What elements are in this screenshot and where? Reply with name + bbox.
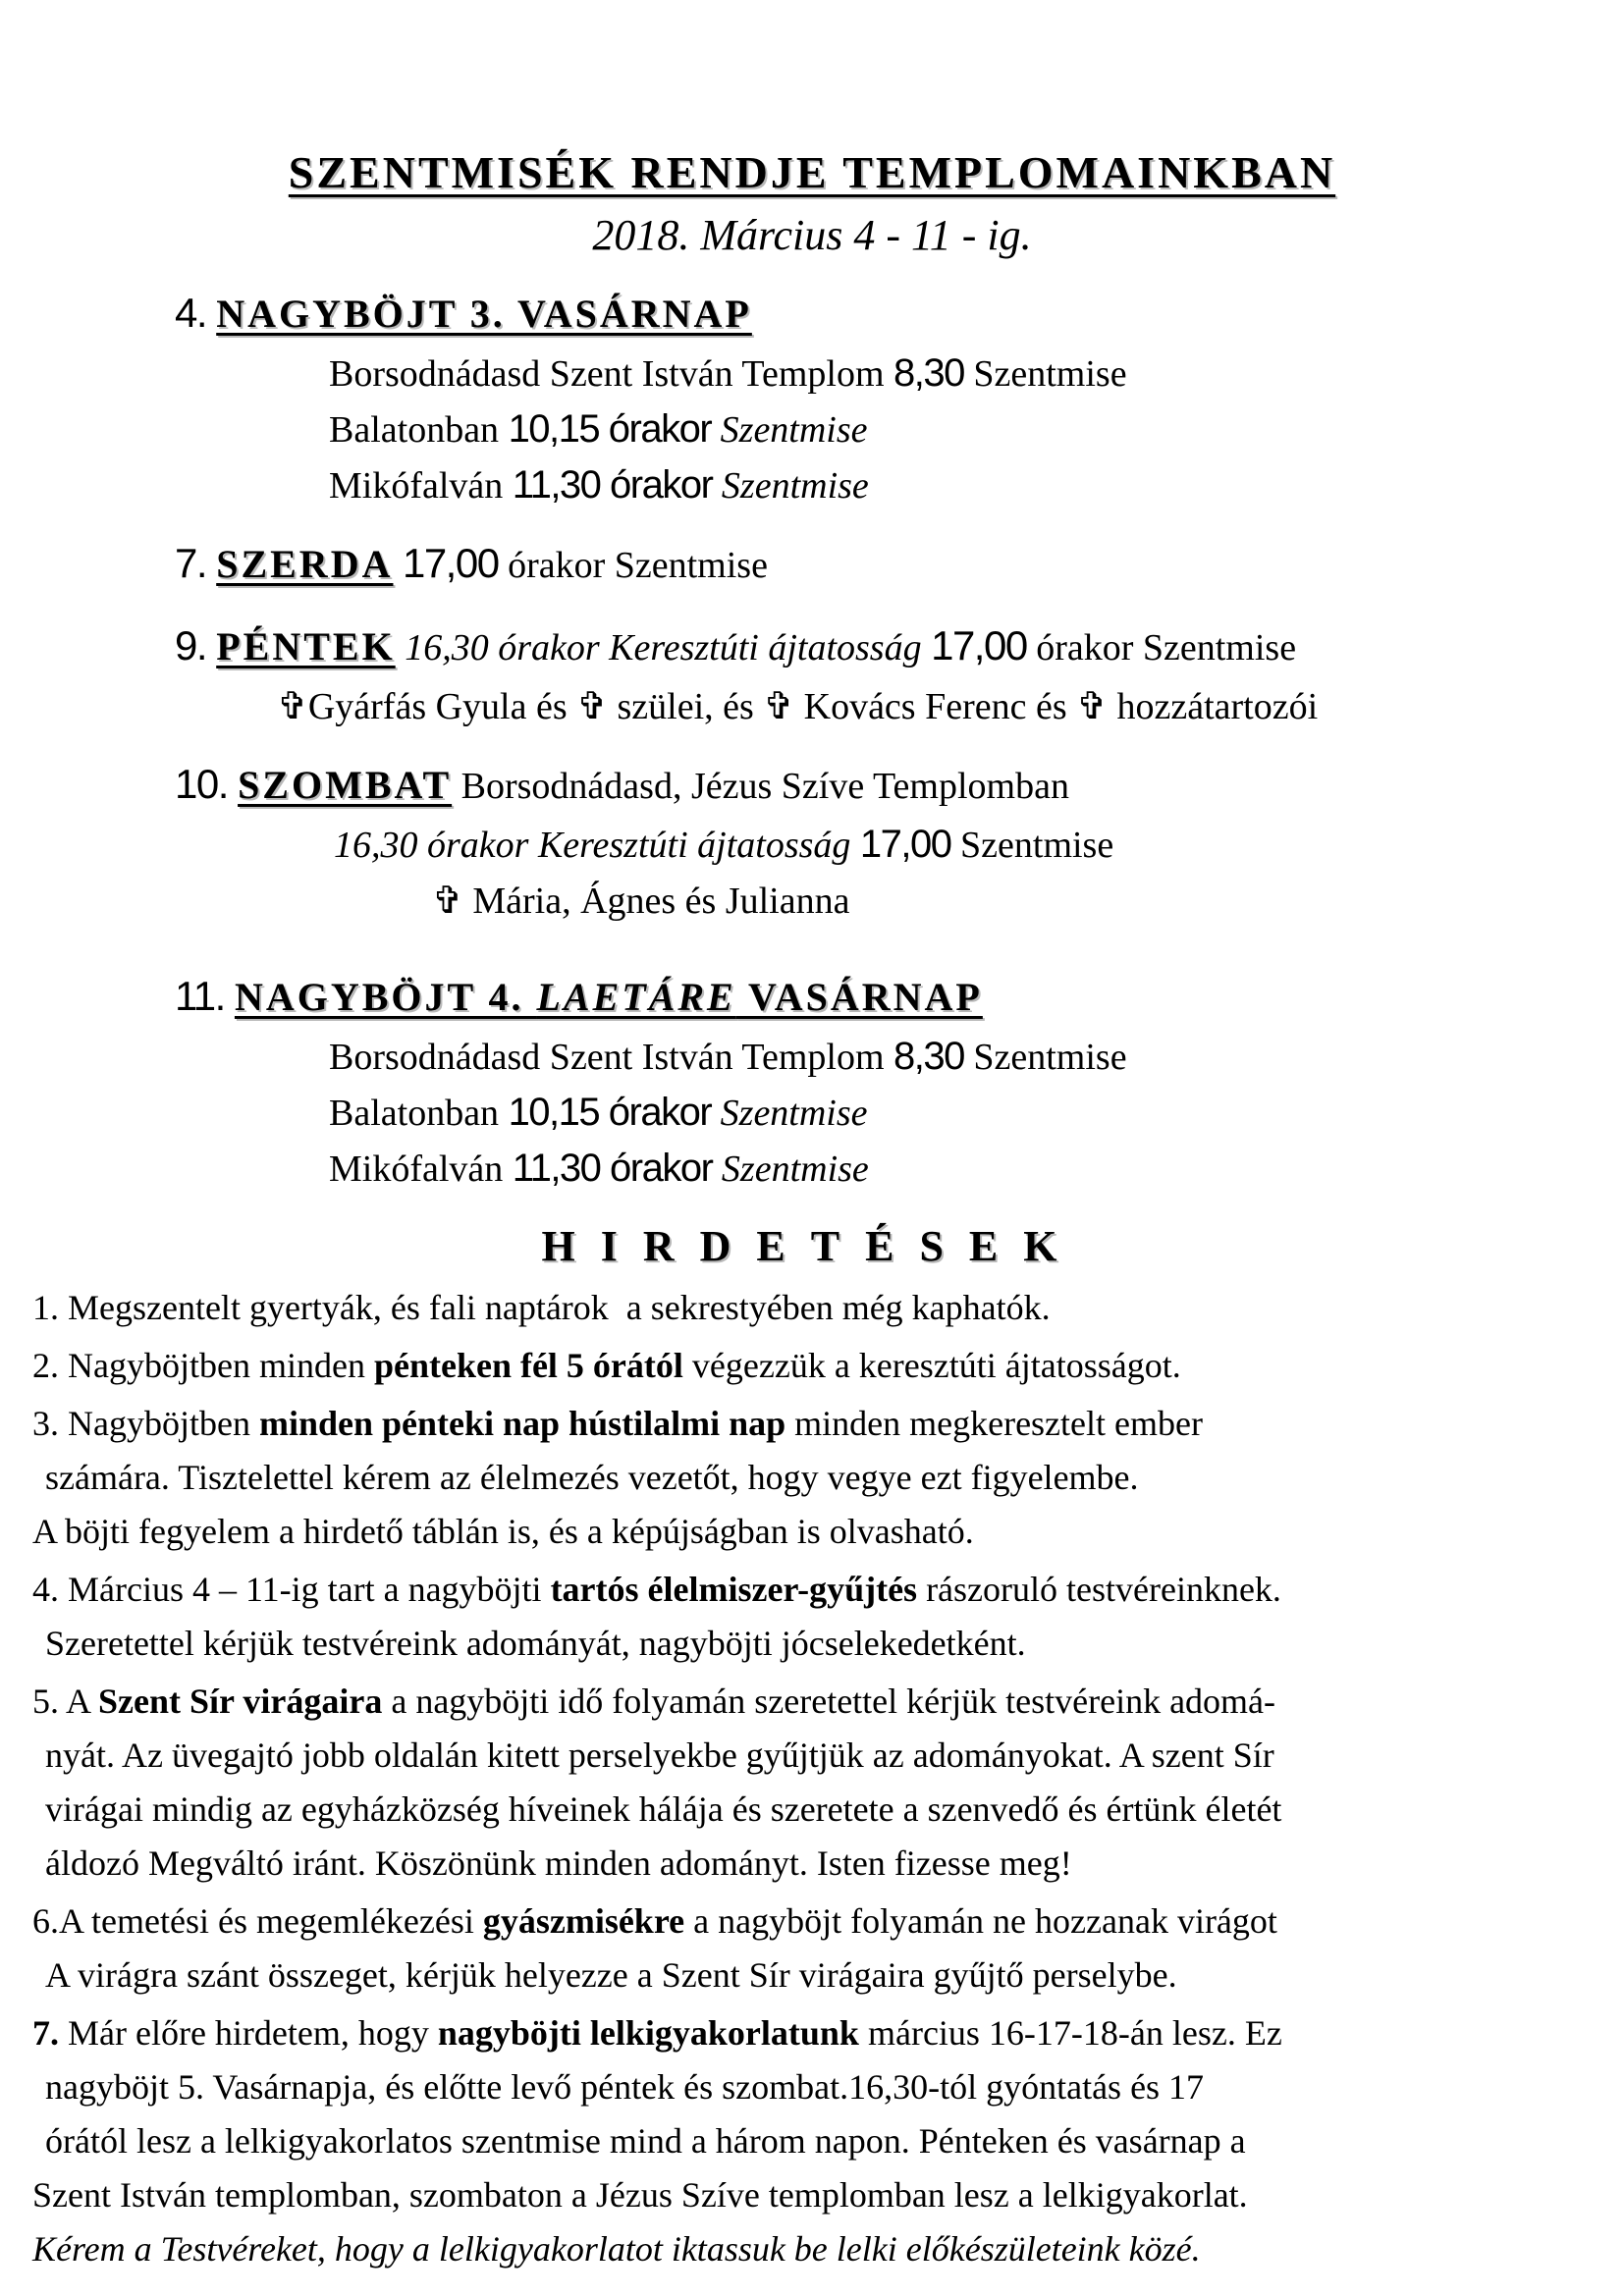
text-segment: 17,00 <box>402 540 499 586</box>
text-segment: 9. <box>175 622 217 668</box>
schedule-detail-line <box>0 457 1624 513</box>
announcement-line-3 <box>0 1397 1624 1451</box>
text-segment: órakor Szentmise <box>1026 627 1297 668</box>
text-segment: a nagyböjti idő folyamán szeretettel kérjük testvéreink adomá- <box>382 1682 1276 1721</box>
text-segment <box>922 627 932 668</box>
announcement-line-7-cont <box>0 2168 1624 2222</box>
text-segment: Szentmise <box>950 825 1114 866</box>
text-segment: 3. Nagyböjtben <box>32 1404 259 1443</box>
text-segment: Szeretettel kérjük testvéreink adományát, nagyböjti jócselekedetként. <box>45 1624 1026 1663</box>
text-segment <box>393 545 403 586</box>
text-segment: Kovács Ferenc és <box>794 686 1077 727</box>
text-segment: szülei, és <box>607 686 764 727</box>
text-segment: hozzátartozói <box>1107 686 1319 727</box>
text-segment: PÉNTEK <box>216 624 396 668</box>
announcement-line-4-cont <box>0 1617 1624 1671</box>
text-segment: 6.A temetési és megemlékezési <box>32 1901 483 1941</box>
document-subtitle: 2018. Március 4 - 11 - ig. <box>592 211 1032 259</box>
announcement-line-6 <box>0 1895 1624 1949</box>
text-segment <box>711 1093 721 1134</box>
schedule-detail-line <box>0 1141 1624 1197</box>
text-segment: SZOMBAT <box>238 763 453 807</box>
text-segment: nagyböjt 5. Vasárnapja, és előtte levő péntek és szombat.16,30-tól gyóntatás és 17 <box>45 2067 1205 2107</box>
text-segment: Szentmise <box>963 353 1127 395</box>
announcement-line-5-cont <box>0 1783 1624 1837</box>
schedule-detail-line <box>0 1085 1624 1141</box>
text-segment: Mikófalván <box>329 465 513 507</box>
text-segment: 16,30 órakor Keresztúti ájtatosság <box>334 825 851 866</box>
text-segment: 4. Március 4 – 11-ig tart a nagyböjti <box>32 1570 551 1609</box>
text-segment: Borsodnádasd Szent István Templom <box>329 353 894 395</box>
text-segment: 8,30 <box>893 1035 964 1078</box>
schedule-detail-line <box>0 1029 1624 1085</box>
text-segment: pénteken fél 5 órától <box>373 1346 683 1385</box>
text-segment: NAGYBÖJT 4. <box>234 975 537 1019</box>
text-segment: nyát. Az üvegajtó jobb oldalán kitett perselyekbe gyűjtjük az adományokat. A szent Sír <box>45 1735 1274 1775</box>
text-segment: Szentmise <box>721 465 869 507</box>
document-title: SZENTMISÉK RENDJE TEMPLOMAINKBAN <box>288 147 1336 197</box>
text-segment: számára. Tisztelettel kérem az élelmezés vezetőt, hogy vegye ezt figyelembe. <box>45 1458 1139 1497</box>
text-segment: március 16-17-18-án lesz. Ez <box>858 2013 1282 2053</box>
text-segment: Szentmise <box>720 1093 868 1134</box>
cross-icon: ✞ <box>432 879 463 922</box>
text-segment: 4. <box>175 290 217 336</box>
schedule-detail-line <box>0 817 1624 873</box>
text-segment: Szent István templomban, szombaton a Jézus Szíve templomban lesz a lelkigyakorlat. <box>32 2175 1248 2215</box>
text-segment: órától lesz a lelkigyakorlatos szentmise mind a három napon. Pénteken és vasárnap a <box>45 2121 1246 2161</box>
text-segment <box>711 409 721 451</box>
announcement-line-5-cont <box>0 1729 1624 1783</box>
text-segment <box>712 1148 722 1190</box>
text-segment: 10,15 órakor <box>508 1091 712 1134</box>
text-segment: Kérem a Testvéreket, hogy a lelkigyakorlatot iktassuk be lelki előkészületeink közé. <box>32 2229 1201 2269</box>
text-segment: 1. Megszentelt gyertyák, és fali naptárok a sekrestyében még kaphatók. <box>32 1288 1051 1327</box>
text-segment: nagyböjti lelkigyakorlatunk <box>437 2013 859 2053</box>
text-segment: 16,30 órakor Keresztúti ájtatosság <box>405 627 922 668</box>
text-segment: Borsodnádasd, Jézus Szíve Templomban <box>452 766 1069 807</box>
text-segment: Balatonban <box>329 409 509 451</box>
announcement-line-6-cont <box>0 1949 1624 2002</box>
text-segment: 10. <box>175 761 239 807</box>
text-segment: LAETÁRE <box>536 975 736 1019</box>
cross-icon: ✞ <box>277 684 308 727</box>
text-segment: Gyárfás Gyula és <box>307 686 577 727</box>
announcement-line-4 <box>0 1563 1624 1617</box>
text-segment: Mikófalván <box>329 1148 513 1190</box>
text-segment: 7. <box>32 2013 59 2053</box>
announcement-line-1 <box>0 1281 1624 1335</box>
announcement-line-3-cont <box>0 1451 1624 1505</box>
text-segment <box>850 825 860 866</box>
text-segment: 7. <box>175 540 217 586</box>
text-segment <box>712 465 722 507</box>
announcement-line-7-cont <box>0 2114 1624 2168</box>
memorial-names-line <box>0 873 1624 929</box>
schedule-day-heading-11 <box>0 966 1624 1029</box>
text-segment: Balatonban <box>329 1093 509 1134</box>
text-segment: tartós élelmiszer-gyűjtés <box>550 1570 918 1609</box>
text-segment: NAGYBÖJT 3. VASÁRNAP <box>216 292 752 336</box>
text-segment: Már előre hirdetem, hogy <box>59 2013 438 2053</box>
text-segment: minden megkeresztelt ember <box>785 1404 1203 1443</box>
text-segment: virágai mindig az egyházközség híveinek hálája és szeretete a szenvedő és értünk életét <box>45 1789 1282 1829</box>
text-segment: 5. A <box>32 1682 99 1721</box>
text-segment: órakor Szentmise <box>498 545 768 586</box>
announcement-closing-italic <box>0 2222 1624 2276</box>
text-segment: gyászmisékre <box>482 1901 685 1941</box>
announcements-section <box>0 1281 1624 2276</box>
text-segment: rászoruló testvéreinknek. <box>917 1570 1281 1609</box>
text-segment: 17,00 <box>931 622 1027 668</box>
text-segment: minden pénteki nap hústilalmi nap <box>258 1404 786 1443</box>
text-segment: Szentmise <box>720 409 868 451</box>
text-segment: Szent Sír virágaira <box>98 1682 383 1721</box>
text-segment: 10,15 órakor <box>508 407 712 451</box>
text-segment: 11,30 órakor <box>512 463 713 507</box>
text-segment: VASÁRNAP <box>735 975 983 1019</box>
announcement-line-7 <box>0 2006 1624 2060</box>
text-segment: A virágra szánt összeget, kérjük helyezze a Szent Sír virágaira gyűjtő perselybe. <box>45 1955 1177 1995</box>
text-segment: 2. Nagyböjtben minden <box>32 1346 374 1385</box>
text-segment: Borsodnádasd Szent István Templom <box>329 1037 894 1078</box>
schedule-day-heading-7 <box>0 533 1624 596</box>
cross-icon: ✞ <box>1076 684 1108 727</box>
memorial-names-line <box>0 678 1624 734</box>
announcements-heading: HIRDETÉSEK <box>541 1222 1083 1270</box>
schedule-detail-line <box>0 346 1624 401</box>
text-segment: Szentmise <box>963 1037 1127 1078</box>
text-segment: SZERDA <box>216 542 394 586</box>
text-segment: 17,00 <box>859 823 951 866</box>
text-segment: áldozó Megváltó iránt. Köszönünk minden adományt. Isten fizesse meg! <box>45 1843 1072 1883</box>
cross-icon: ✞ <box>576 684 608 727</box>
schedule-day-heading-4 <box>0 283 1624 346</box>
announcement-line-5 <box>0 1675 1624 1729</box>
text-segment: Szentmise <box>721 1148 869 1190</box>
schedule-detail-line <box>0 401 1624 457</box>
schedule-day-heading-10 <box>0 754 1624 817</box>
text-segment: 11,30 órakor <box>512 1147 713 1190</box>
text-segment <box>396 627 406 668</box>
mass-schedule-section <box>0 283 1624 1197</box>
announcement-line-2 <box>0 1339 1624 1393</box>
text-segment: Mária, Ágnes és Julianna <box>462 881 850 922</box>
text-segment: 11. <box>175 973 235 1019</box>
text-segment: A böjti fegyelem a hirdető táblán is, és a képújságban is olvasható. <box>32 1512 974 1551</box>
text-segment: a nagyböjt folyamán ne hozzanak virágot <box>684 1901 1277 1941</box>
schedule-day-heading-9 <box>0 615 1624 678</box>
announcement-line-5-cont <box>0 1837 1624 1891</box>
announcement-line-7-cont <box>0 2060 1624 2114</box>
text-segment: végezzük a keresztúti ájtatosságot. <box>682 1346 1181 1385</box>
cross-icon: ✞ <box>763 684 795 727</box>
text-segment: 8,30 <box>893 351 964 395</box>
announcement-fasting-note <box>0 1505 1624 1559</box>
